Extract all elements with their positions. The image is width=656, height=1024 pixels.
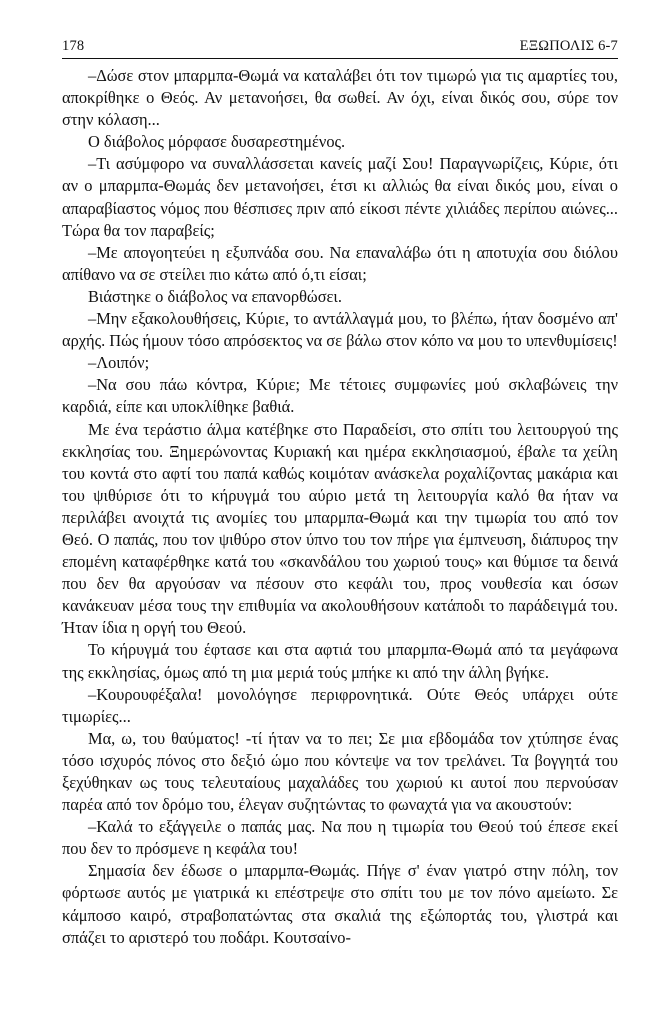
book-page bbox=[62, 38, 618, 949]
paragraph: Ο διάβολος μόρφασε δυσαρεστημένος. bbox=[88, 132, 346, 152]
body-text bbox=[62, 65, 618, 949]
running-title: ΕΞΩΠΟΛΙΣ 6-7 bbox=[519, 38, 618, 54]
paragraph: –Τι ασύμφορο να συναλλάσσεται κανείς μαζί Σου! Παραγνωρίζεις, Κύριε, ότι αν ο μπαρμπα-Θωμάς δεν μετανοήσει, έτσι κι αλλιώς θα είναι δικός μου, είναι ο απαραβίαστος νόμος που θέσπισες πριν από είκοσι πέντε χιλιάδες περίπου αιώνες... Τώρα θα τον παραβείς; bbox=[62, 154, 618, 240]
paragraph: Μα, ω, του θαύματος! -τί ήταν να το πει; Σε μια εβδομάδα τον χτύπησε ένας τόσο ισχυρός πόνος στο δεξιό ώμο που κόντεψε να τον τρελάνει. Τα βογγητά του ξεχύθηκαν ως τους τελευταίους μαχαλάδες του χωριού κι αυτοί που περνούσαν παρέα από τον δρόμο του, έλεγαν συζητώντας το φωναχτά για να ακουστούν: bbox=[62, 728, 618, 815]
paragraph: –Μην εξακολουθήσεις, Κύριε, το αντάλλαγμά μου, το βλέπω, ήταν δοσμένο απ' αρχής. Πώς ήμουν τόσο απρόσεκτος να σε βάλω στον κόπο να μου το υπενθυμίσεις! bbox=[62, 309, 618, 351]
paragraph: Βιάστηκε ο διάβολος να επανορθώσει. bbox=[88, 286, 342, 306]
paragraph: Με ένα τεράστιο άλμα κατέβηκε στο Παραδείσι, στο σπίτι του λειτουργού της εκκλησίας του. Ξημερώνοντας Κυριακή και ημέρα εκκλησιασμού, έβαλε τα χείλη του κοντά στο αφτί του παπά καθώς κοιμόταν ανάσκελα ροχαλίζοντας μακάρια και του ψιθύρισε ότι το κήρυγμά του αύριο μετά τη λειτουργία καλό θα ήταν να περιλάβει ανοιχτά τις ανομίες του μπαρμπα-Θωμά και την τιμωρία του από τον Θεό. Ο παπάς, που τον ψιθύρο στον ύπνο του τον πήρε για έμπνευση, διάπυρος την επομένη καταφέρθηκε κατά του «σκανδάλου του χωριού τους» και θύμισε τα δεινά που δεν θα αργούσαν να πέσουν στο κεφάλι του, προς νουθεσία και όσων κανάκευαν μέσα τους την επιθυμία να ακολουθήσουν κατάποδι το παράδειγμά του. Ήταν ίδια η οργή του Θεού. bbox=[62, 419, 618, 638]
paragraph: –Να σου πάω κόντρα, Κύριε; Με τέτοιες συμφωνίες μού σκλαβώνεις την καρδιά, είπε και υποκλίθηκε βαθιά. bbox=[62, 375, 618, 417]
paragraph: –Λοιπόν; bbox=[88, 353, 150, 373]
running-header bbox=[62, 38, 618, 58]
paragraph: Σημασία δεν έδωσε ο μπαρμπα-Θωμάς. Πήγε σ' έναν γιατρό στην πόλη, τον φόρτωσε αυτός με γιατρικά κι επέστρεψε στο σπίτι του με τον πόνο αμείωτο. Σε κάμποσο καιρό, στραβοπατώντας στα σκαλιά της εξώπορτάς του, γλιστρά και σπάζει το αριστερό του ποδάρι. Κουτσαίνο- bbox=[62, 861, 618, 947]
paragraph: Το κήρυγμά του έφτασε και στα αφτιά του μπαρμπα-Θωμά από τα μεγάφωνα της εκκλησίας, όμως από τη μια μεριά τούς μπήκε κι από την άλλη βγήκε. bbox=[62, 640, 618, 682]
paragraph: –Με απογοητεύει η εξυπνάδα σου. Να επαναλάβω ότι η αποτυχία σου διόλου απίθανο να σε στείλει πιο κάτω από ό,τι είσαι; bbox=[62, 242, 618, 284]
header-rule bbox=[62, 58, 618, 59]
page-number: 178 bbox=[62, 38, 85, 54]
paragraph: –Καλά το εξάγγειλε ο παπάς μας. Να που η τιμωρία του Θεού τού έπεσε εκεί που δεν το πρόσμενε η κεφάλα του! bbox=[62, 817, 618, 859]
paragraph: –Δώσε στον μπαρμπα-Θωμά να καταλάβει ότι τον τιμωρώ για τις αμαρτίες του, αποκρίθηκε ο Θεός. Αν μετανοήσει, θα σωθεί. Αν όχι, είναι δικός σου, σύρε τον στην κόλαση... bbox=[62, 66, 618, 130]
paragraph: –Κουρουφέξαλα! μονολόγησε περιφρονητικά. Ούτε Θεός υπάρχει ούτε τιμωρίες... bbox=[62, 684, 618, 726]
